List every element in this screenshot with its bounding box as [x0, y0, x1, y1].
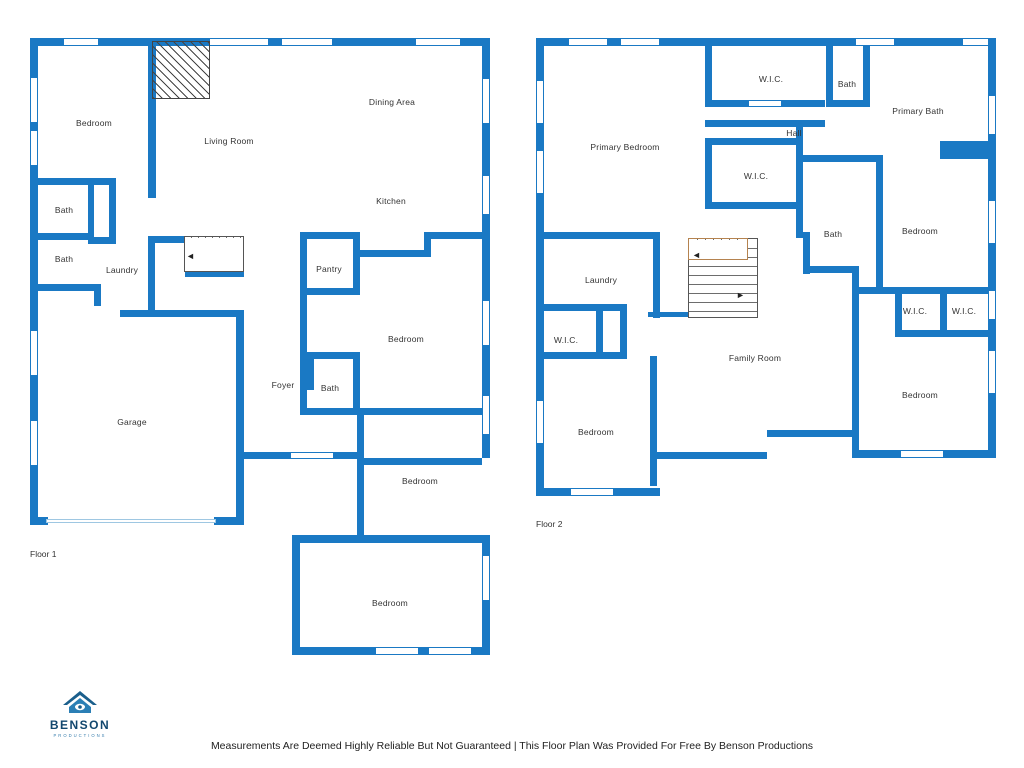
wall — [826, 46, 833, 107]
window — [30, 130, 38, 166]
window — [900, 450, 944, 458]
window — [988, 350, 996, 394]
wall — [876, 162, 883, 287]
room-label: Bedroom — [76, 118, 112, 128]
room-label: Primary Bath — [892, 106, 944, 116]
wall — [859, 287, 989, 294]
floor-2-label: Floor 2 — [536, 519, 563, 529]
wall — [364, 458, 482, 465]
window — [482, 300, 490, 346]
room-label: Foyer — [271, 380, 295, 390]
window — [988, 200, 996, 244]
room-label: Bedroom — [902, 226, 938, 236]
room-label: Laundry — [584, 275, 618, 285]
wall — [705, 138, 801, 145]
logo-subtitle: PRODUCTIONS — [53, 733, 107, 738]
wall — [236, 310, 244, 470]
room-label: Garage — [117, 417, 147, 427]
window — [536, 80, 544, 124]
logo — [44, 688, 116, 738]
room-label: Laundry — [105, 265, 139, 275]
window — [570, 488, 614, 496]
room-label: W.I.C. — [553, 335, 579, 345]
wall — [148, 236, 155, 316]
wall — [650, 356, 657, 486]
wall — [543, 304, 627, 311]
wall — [705, 202, 803, 209]
room-label: Bath — [823, 229, 843, 239]
wall — [88, 237, 116, 244]
wall — [833, 100, 863, 107]
wall — [653, 232, 660, 318]
room-label: Family Room — [728, 353, 782, 363]
room-label: W.I.C. — [951, 306, 977, 316]
window — [30, 77, 38, 123]
wall — [109, 178, 116, 240]
room-label: Bedroom — [578, 427, 614, 437]
wall — [863, 46, 870, 107]
wall — [424, 232, 482, 239]
wall — [300, 288, 360, 295]
window — [290, 452, 334, 459]
wall — [543, 352, 627, 359]
wall — [148, 186, 156, 198]
room-label: Bath — [54, 254, 74, 264]
stair-direction-arrow: ◄ — [186, 251, 195, 261]
wall — [94, 284, 101, 306]
window — [375, 647, 419, 655]
room-label: Bedroom — [402, 476, 438, 486]
wall — [803, 155, 883, 162]
wall — [88, 185, 94, 237]
wall — [307, 352, 314, 390]
wall — [536, 232, 660, 239]
floor-1-label: Floor 1 — [30, 549, 57, 559]
wall — [236, 470, 244, 525]
window — [536, 400, 544, 444]
wall — [38, 284, 100, 291]
window — [620, 38, 660, 46]
wall — [38, 178, 116, 185]
room-label: Bath — [54, 205, 74, 215]
room-label: Primary Bedroom — [590, 142, 660, 152]
room-label: Bedroom — [902, 390, 938, 400]
window — [209, 38, 269, 46]
wall — [292, 535, 300, 655]
wall — [803, 266, 853, 273]
stair-direction-arrow: ► — [736, 290, 745, 300]
window — [30, 420, 38, 466]
stairs-hatch — [152, 41, 210, 99]
wall — [767, 430, 855, 437]
footer-disclaimer: Measurements Are Deemed Highly Reliable But Not Guaranteed | This Floor Plan Was Provided For Free By Benson Productions — [210, 740, 814, 752]
house-roof-icon — [60, 688, 100, 716]
window — [988, 95, 996, 135]
room-label: Living Room — [204, 136, 254, 146]
wall — [596, 304, 603, 356]
wall — [705, 120, 825, 127]
window — [536, 150, 544, 194]
wall — [300, 295, 307, 415]
room-label: Bath — [320, 383, 340, 393]
window — [748, 100, 782, 107]
room-label: Pantry — [316, 264, 342, 274]
window — [482, 78, 490, 124]
window — [988, 290, 996, 320]
wall — [185, 272, 244, 277]
wall — [38, 233, 94, 240]
wall — [353, 232, 360, 292]
window — [855, 38, 895, 46]
window — [568, 38, 608, 46]
logo-name: BENSON — [49, 718, 111, 732]
window — [428, 647, 472, 655]
wall — [300, 232, 360, 239]
garage-door — [46, 519, 216, 523]
room-label: Bath — [837, 79, 857, 89]
window — [482, 555, 490, 601]
window — [482, 395, 490, 435]
room-label: Bedroom — [388, 334, 424, 344]
wall — [353, 352, 360, 408]
room-label: W.I.C. — [743, 171, 769, 181]
room-label: W.I.C. — [902, 306, 928, 316]
room-label: Bedroom — [372, 598, 408, 608]
window — [281, 38, 333, 46]
stair-direction-arrow: ◄ — [692, 250, 701, 260]
window — [30, 330, 38, 376]
wall — [620, 311, 627, 355]
wall — [657, 452, 767, 459]
room-label: W.I.C. — [758, 74, 784, 84]
wall — [292, 535, 490, 543]
room-label: Dining Area — [368, 97, 416, 107]
wall — [895, 330, 989, 337]
wall — [357, 415, 364, 535]
wall — [705, 46, 712, 106]
room-label: Hall — [786, 128, 802, 138]
window — [63, 38, 99, 46]
wall — [360, 250, 424, 257]
wall — [705, 138, 712, 208]
wall — [120, 310, 244, 317]
primary-bath-fixture — [940, 141, 996, 159]
window — [482, 175, 490, 215]
wall — [307, 408, 482, 415]
window — [415, 38, 461, 46]
room-label: Kitchen — [376, 196, 406, 206]
